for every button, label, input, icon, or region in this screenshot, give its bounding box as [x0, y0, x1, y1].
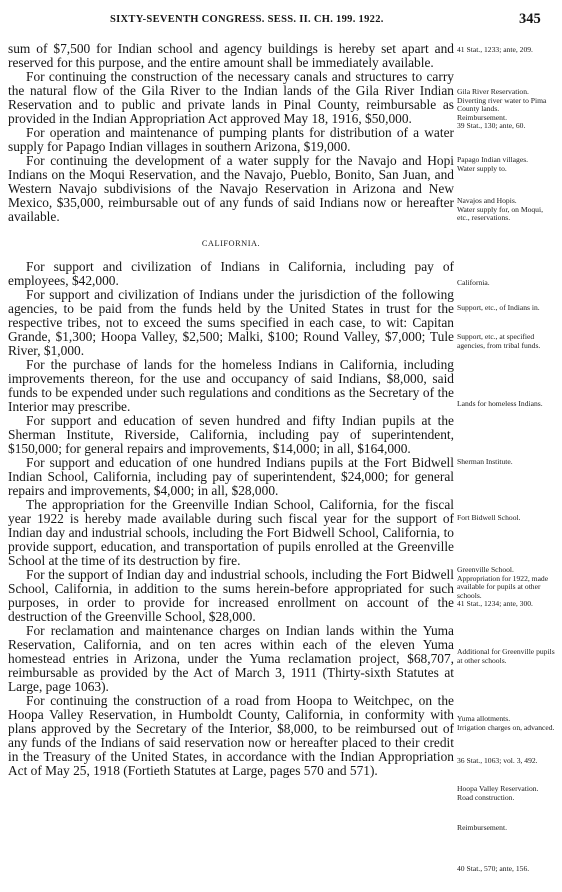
running-head: SIXTY-SEVENTH CONGRESS. SESS. II. CH. 199. 1922. — [110, 14, 384, 25]
margin-note — [457, 757, 557, 766]
margin-note — [457, 715, 557, 732]
margin-note — [457, 824, 557, 833]
paragraph: For support and civilization of Indians in California, including pay of employees, $42,000. — [8, 259, 454, 288]
paragraph: For continuing the construction of a road from Hoopa to Weitchpec, on the Hoopa Valley Reservation, in Humboldt County, California, in conformity with plans approved by the Secretary of the Interior, $8,000, to be reimbursed out of any funds of the Indians of said reservation now or hereafter placed to their credit in the Treasury of the United States, in accordance with the Indian Appropriation Act of May 25, 1918 (Fortieth Statutes at Large, pages 570 and 571). — [8, 693, 454, 778]
margin-note — [457, 400, 557, 409]
margin-note-text: Irrigation charges on, advanced. — [457, 722, 555, 732]
margin-note-text: Yuma allotments. — [457, 714, 511, 723]
margin-note — [457, 648, 557, 665]
margin-note — [457, 46, 557, 55]
margin-note-text: Reimbursement. — [457, 823, 507, 832]
margin-note-text: Gila River Reservation. — [457, 87, 529, 96]
section-heading: CALIFORNIA. — [201, 239, 261, 248]
margin-note-text: Support, etc., at specified agencies, from tribal funds. — [457, 332, 541, 350]
margin-note-text: Appropriation for 1922, made available for pupils at other schools. — [457, 573, 549, 600]
margin-note-text: 40 Stat., 570; ante, 156. — [457, 864, 530, 873]
main-text — [8, 42, 454, 778]
margin-note-text: California. — [457, 278, 490, 287]
paragraph: For operation and maintenance of pumping plants for distribution of a water supply for Papago Indian villages in southern Arizona, $19,000. — [8, 125, 454, 154]
margin-note — [457, 304, 557, 313]
paragraph: sum of $7,500 for Indian school and agency buildings is hereby set apart and reserved for this purpose, and the entire amount shall be immediately available. — [8, 41, 454, 70]
margin-note-text: Reimbursement. — [457, 112, 507, 122]
margin-note-text: Fort Bidwell School. — [457, 513, 521, 522]
page-number: 345 — [519, 11, 541, 27]
margin-note — [457, 514, 557, 523]
margin-note-text: Additional for Greenville pupils at other schools. — [457, 647, 555, 665]
margin-note-text: Support, etc., of Indians in. — [457, 303, 540, 312]
margin-note — [457, 566, 557, 609]
margin-note-text: Lands for homeless Indians. — [457, 399, 543, 408]
margin-note-text: Diverting river water to Pima County lands. — [457, 95, 547, 113]
margin-note — [457, 197, 557, 223]
paragraph: For continuing the development of a water supply for the Navajo and Hopi Indians on the Moqui Reservation, and the Navajo, Pueblo, Bonito, San Juan, and Western Navajo subdivisions of the Navajo Reservation in Arizona and New Mexico, $35,000, reimbursable out of any funds of said Indians now or hereafter available. — [8, 153, 454, 224]
paragraph: The appropriation for the Greenville Indian School, California, for the fiscal year 1922 is hereby made available during such fiscal year for the support of Indian day and industrial schools, including the Fort Bidwell School, California, to provide support, education, and transportation of pupils enrolled at the Greenville School at the time of its destruction by fire. — [8, 497, 454, 568]
margin-note — [457, 156, 557, 173]
margin-note-text: Papago Indian villages. — [457, 155, 529, 164]
margin-note-text: Water supply to. — [457, 163, 507, 173]
margin-note-text: Sherman Institute. — [457, 457, 513, 466]
margin-note — [457, 865, 557, 874]
margin-note — [457, 333, 557, 350]
margin-note — [457, 785, 557, 802]
margin-note — [457, 88, 557, 131]
margin-note-text: Navajos and Hopis. — [457, 196, 517, 205]
margin-note-text: Greenville School. — [457, 565, 514, 574]
margin-note — [457, 458, 557, 467]
margin-note-text: Road construction. — [457, 792, 515, 802]
paragraph: For continuing the construction of the necessary canals and structures to carry the natural flow of the Gila River to the Indian lands of the Gila River Indian Reservation and to public and private lands in Pinal County, reimbursable as provided in the Indian Appropriation Act approved May 18, 1916, $50,000. — [8, 69, 454, 126]
margin-note-text: Water supply for, on Moqui, etc., reservations. — [457, 204, 543, 222]
paragraph: For the support of Indian day and industrial schools, including the Fort Bidwell School, California, in addition to the sums herein-before appropriated for such purposes, in order to provide for increased enrollment on account of the destruction of the Greenville School, $28,000. — [8, 567, 454, 624]
paragraph: For support and education of one hundred Indians pupils at the Fort Bidwell Indian School, California, including pay of superintendent, $24,000; for general repairs and improvements, $4,000; in all, $28,000. — [8, 455, 454, 498]
paragraph: For support and education of seven hundred and fifty Indian pupils at the Sherman Institute, Riverside, California, including pay of superintendent, $150,000; for general repairs and improvements, $14,000; in all, $164,000. — [8, 413, 454, 456]
margin-note-text: 41 Stat., 1233; ante, 209. — [457, 45, 533, 54]
margin-note — [457, 279, 557, 288]
margin-note-text: 39 Stat., 130; ante, 60. — [457, 121, 526, 130]
paragraph: For reclamation and maintenance charges on Indian lands within the Yuma Reservation, California, and on ten acres within each of the eleven Yuma homestead entries in Arizona, under the Yuma reclamation project, $68,707, reimbursable as provided by the Act of March 3, 1911 (Thirty-sixth Statutes at Large, page 1063). — [8, 623, 454, 694]
paragraph: For the purchase of lands for the homeless Indians in California, including improvements thereon, for the use and occupancy of said Indians, $8,000, said funds to be expended under such regulations and conditions as the Secretary of the Interior may prescribe. — [8, 357, 454, 414]
margin-note-text: 41 Stat., 1234; ante, 300. — [457, 599, 533, 608]
paragraph: For support and civilization of Indians under the jurisdiction of the following agencies, to be paid from the funds held by the United States in trust for the respective tribes, not to exceed the sums specified in each case, to wit: Capitan Grande, $1,300; Hoopa Valley, $2,500; Malki, $100; Round Valley, $7,000; Tule River, $1,000. — [8, 287, 454, 358]
margin-note-text: 36 Stat., 1063; vol. 3, 492. — [457, 756, 538, 765]
page-header — [0, 11, 562, 28]
margin-note-text: Hoopa Valley Reservation. — [457, 784, 539, 793]
